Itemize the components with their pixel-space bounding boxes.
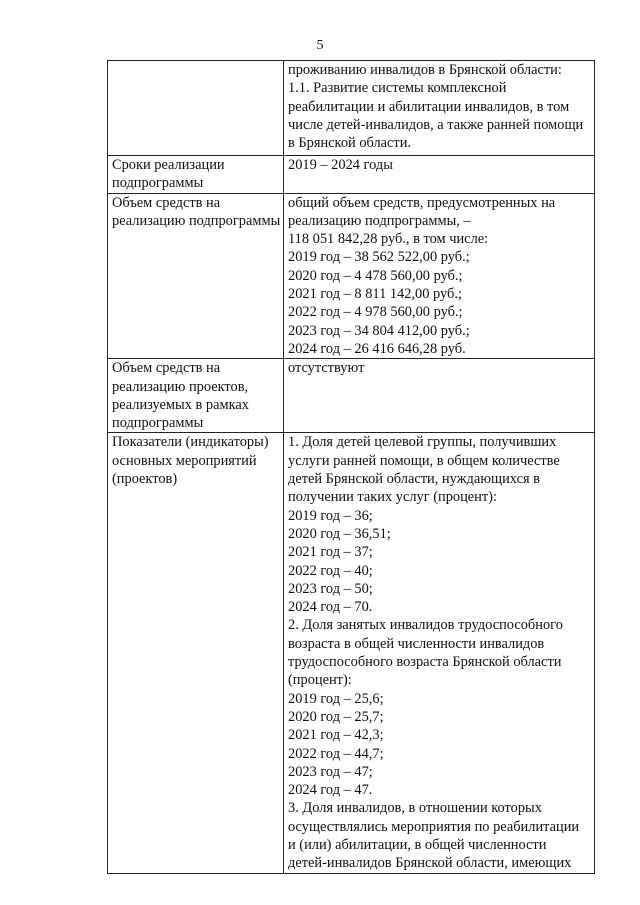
row-label bbox=[108, 156, 284, 194]
text-line: общий объем средств, предусмотренных на bbox=[288, 194, 556, 211]
row-label bbox=[108, 433, 284, 873]
passport-table bbox=[107, 60, 595, 874]
text-line: 2020 год – 4 478 560,00 руб.; bbox=[288, 267, 463, 284]
text-line: 1. Доля детей целевой группы, получивших bbox=[288, 434, 557, 451]
text-line: реализацию проектов, bbox=[112, 378, 249, 395]
table-row-timeframe bbox=[108, 156, 595, 194]
text-line: услуги ранней помощи, в общем количестве bbox=[288, 452, 560, 469]
text-line: проживанию инвалидов в Брянской области: bbox=[288, 62, 562, 78]
text-line: 2019 год – 36; bbox=[288, 507, 373, 524]
row-label bbox=[108, 359, 284, 433]
text-line: возраста в общей численности инвалидов bbox=[288, 635, 545, 652]
text-line: 2024 год – 26 416 646,28 руб. bbox=[288, 340, 466, 357]
text-line: 2023 год – 47; bbox=[288, 763, 373, 780]
text-line: 2019 год – 38 562 522,00 руб.; bbox=[288, 249, 470, 266]
text-line: 1.1. Развитие системы комплексной bbox=[288, 80, 507, 97]
text-line: (проектов) bbox=[112, 471, 178, 488]
text-line: трудоспособного возраста Брянской области bbox=[288, 654, 562, 671]
text-line: подпрограммы bbox=[112, 175, 204, 192]
row-value bbox=[284, 193, 595, 359]
row-value bbox=[284, 359, 595, 433]
text-line: Объем средств на bbox=[112, 360, 221, 377]
text-line: подпрограммы bbox=[112, 415, 204, 432]
text-line: 2024 год – 70. bbox=[288, 599, 373, 616]
text-line: отсутствуют bbox=[288, 360, 365, 377]
text-line: 2022 год – 4 978 560,00 руб.; bbox=[288, 304, 463, 321]
text-line: 2021 год – 37; bbox=[288, 544, 373, 561]
text-line: реабилитации и абилитации инвалидов, в том bbox=[288, 98, 570, 115]
text-line: детей Брянской области, нуждающихся в bbox=[288, 471, 540, 488]
text-line: 2022 год – 44,7; bbox=[288, 745, 384, 762]
text-line: 2019 год – 25,6; bbox=[288, 690, 384, 707]
table-row-indicators bbox=[108, 433, 595, 873]
text-line: 2023 год – 34 804 412,00 руб.; bbox=[288, 322, 470, 339]
text-line: в Брянской области. bbox=[288, 135, 412, 152]
text-line: 2023 год – 50; bbox=[288, 580, 373, 597]
text-line: 2. Доля занятых инвалидов трудоспособного bbox=[288, 617, 563, 634]
table-row-goals-continued bbox=[108, 61, 595, 156]
text-line: реализуемых в рамках bbox=[112, 396, 249, 413]
text-line: осуществлялись мероприятия по реабилитации bbox=[288, 818, 580, 835]
text-line: Сроки реализации bbox=[112, 157, 225, 173]
text-line: основных мероприятий bbox=[112, 452, 257, 469]
text-line: 2020 год – 36,51; bbox=[288, 525, 391, 542]
row-label bbox=[108, 193, 284, 359]
text-line: 118 051 842,28 руб., в том числе: bbox=[288, 231, 489, 248]
text-line: 2022 год – 40; bbox=[288, 562, 373, 579]
row-value bbox=[284, 61, 595, 156]
text-line: 2024 год – 47. bbox=[288, 782, 373, 799]
text-line: реализацию подпрограммы, – bbox=[288, 212, 471, 229]
text-line: реализацию подпрограммы bbox=[112, 212, 280, 229]
text-line: Показатели (индикаторы) bbox=[112, 434, 269, 451]
table-row-project-funding bbox=[108, 359, 595, 433]
text-line: (процент): bbox=[288, 672, 352, 689]
page-number: 5 bbox=[316, 38, 324, 53]
text-line: 2021 год – 8 811 142,00 руб.; bbox=[288, 286, 462, 303]
text-line: 2020 год – 25,7; bbox=[288, 708, 384, 725]
row-label bbox=[108, 61, 284, 156]
text-line: 2021 год – 42,3; bbox=[288, 727, 384, 744]
table-row-funding bbox=[108, 193, 595, 359]
text-line: числе детей-инвалидов, а также ранней помощи bbox=[288, 116, 584, 133]
text-line: 2019 – 2024 годы bbox=[288, 157, 393, 173]
row-value bbox=[284, 433, 595, 873]
text-line: получении таких услуг (процент): bbox=[288, 489, 497, 506]
text-line: и (или) абилитации, в общей численности bbox=[288, 836, 547, 853]
row-value bbox=[284, 156, 595, 194]
text-line: Объем средств на bbox=[112, 194, 221, 211]
text-line: 3. Доля инвалидов, в отношении которых bbox=[288, 800, 542, 817]
text-line: детей-инвалидов Брянской области, имеющих bbox=[288, 855, 572, 872]
